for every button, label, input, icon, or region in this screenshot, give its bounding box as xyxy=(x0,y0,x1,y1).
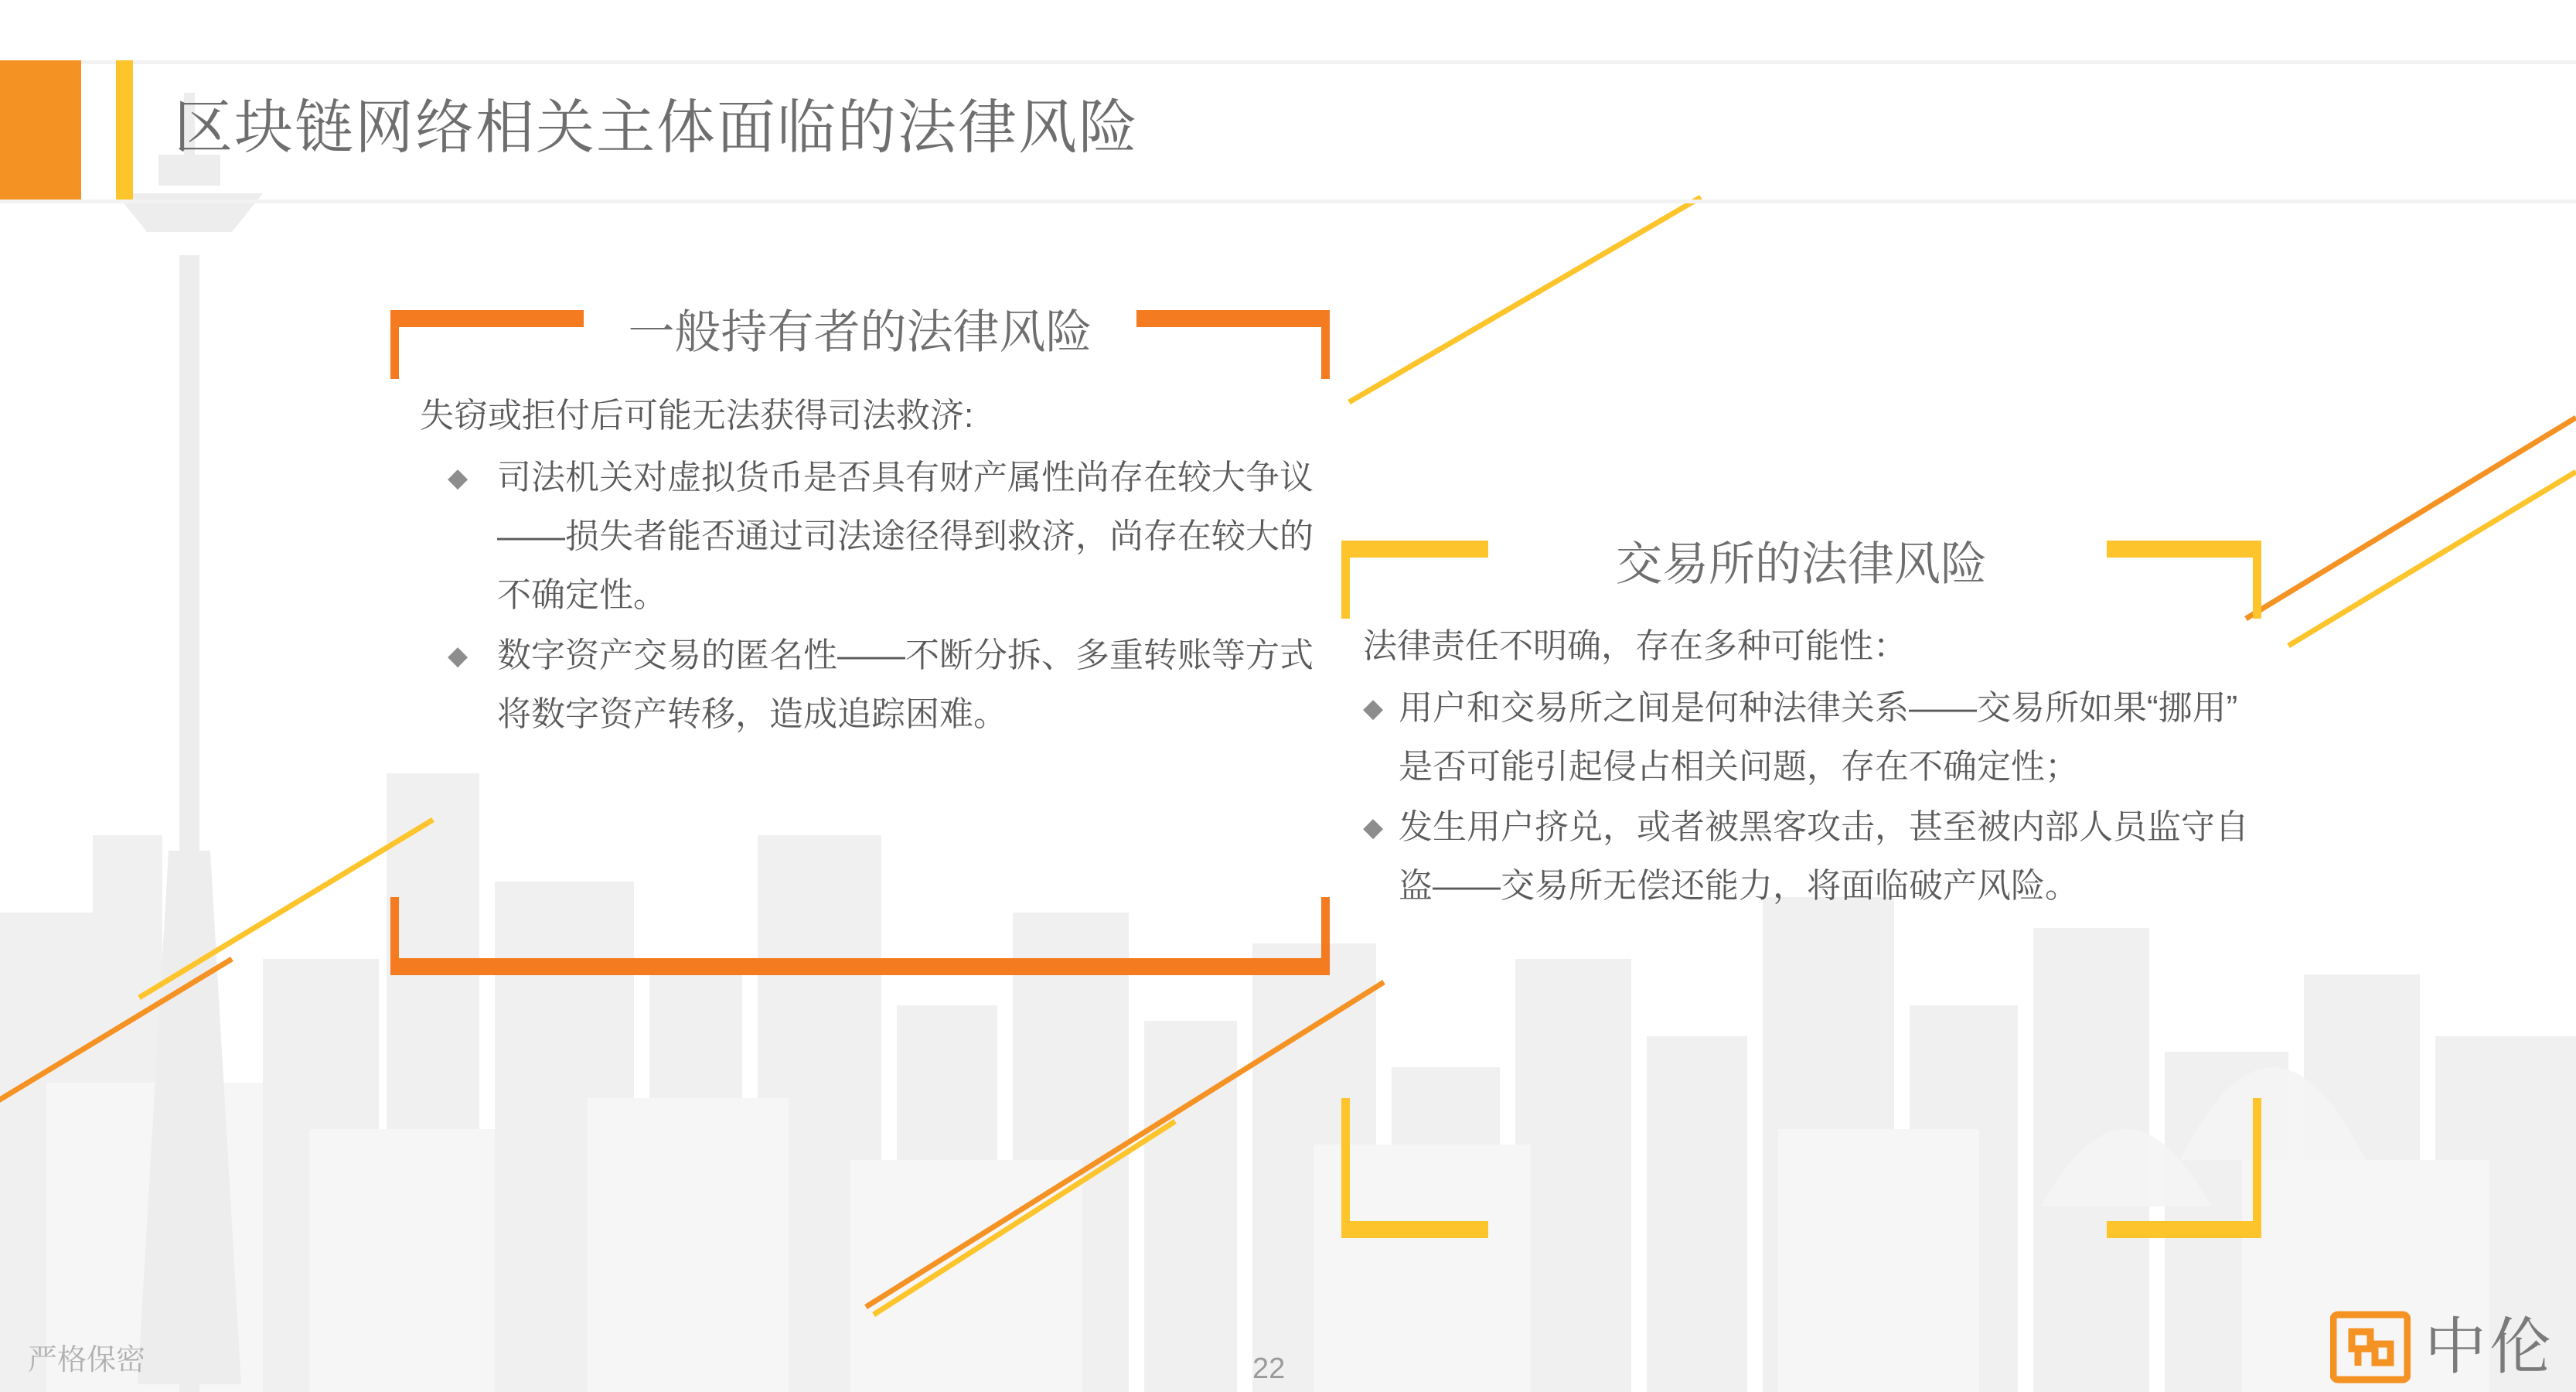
list-item xyxy=(420,449,1332,625)
card-exchange-risk xyxy=(1341,534,2261,1245)
logo-text: 中伦 xyxy=(2424,1312,2554,1381)
diamond-bullet-icon: ◆ xyxy=(448,641,469,670)
card-body-exchange xyxy=(1363,617,2268,917)
footer-confidential-label: 严格保密 xyxy=(28,1344,146,1377)
company-logo xyxy=(2330,1310,2554,1384)
page-number: 22 xyxy=(1252,1353,1286,1385)
card-title-general-holder: 一般持有者的法律风险 xyxy=(628,306,1092,358)
page-title: 区块链网络相关主体面临的法律风险 xyxy=(174,95,1139,161)
diamond-bullet-icon: ◆ xyxy=(1363,694,1384,723)
list-item xyxy=(1363,798,2268,916)
header-accent-block xyxy=(0,60,81,200)
logo-mark-icon xyxy=(2330,1310,2411,1384)
card-body-general-holder xyxy=(420,387,1332,745)
list-item-text: 数字资产交易的匿名性——不断分拆、多重转账等方式将数字资产转移，造成追踪困难。 xyxy=(497,636,1314,733)
list-item xyxy=(420,626,1332,744)
diamond-bullet-icon: ◆ xyxy=(1363,813,1384,842)
list-item xyxy=(1363,679,2268,797)
list-item-text: 发生用户挤兑，或者被黑客攻击，甚至被内部人员监守自盗——交易所无偿还能力，将面临破产风险。 xyxy=(1399,808,2249,905)
header-divider-bottom xyxy=(0,200,2576,203)
card-bullet-list-general-holder xyxy=(420,449,1332,744)
card-title-exchange: 交易所的法律风险 xyxy=(1616,538,1987,590)
list-item-text: 用户和交易所之间是何种法律关系——交易所如果“挪用”是否可能引起侵占相关问题，存在不确定性； xyxy=(1399,689,2238,786)
diamond-bullet-icon: ◆ xyxy=(448,463,469,493)
card-general-holder-risk xyxy=(390,302,1330,982)
header-accent-bar xyxy=(116,60,133,200)
card-bullet-list-exchange xyxy=(1363,679,2268,916)
card-lead-general-holder: 失窃或拒付后可能无法获得司法救济: xyxy=(420,397,974,435)
list-item-text: 司法机关对虚拟货币是否具有财产属性尚存在较大争议——损失者能否通过司法途径得到救济，尚存在较大的不确定性。 xyxy=(497,459,1314,614)
card-lead-exchange: 法律责任不明确，存在多种可能性： xyxy=(1363,627,1907,665)
